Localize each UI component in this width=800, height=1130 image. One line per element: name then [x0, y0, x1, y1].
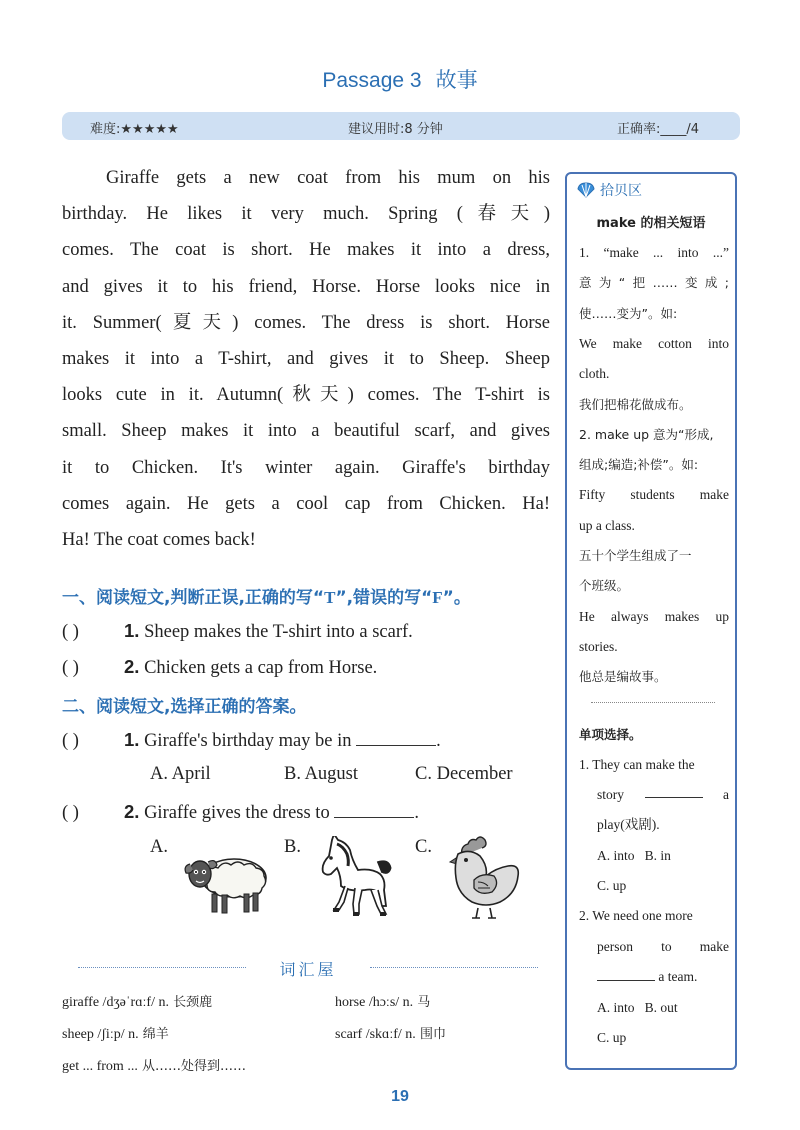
vocab-title: 词汇屋 [279, 960, 337, 979]
answer-blank[interactable] [645, 786, 703, 798]
exercise-title: 单项选择。 [579, 727, 642, 742]
difficulty: 难度:★★★★★ [90, 122, 179, 137]
ex2-line-b: person to make [597, 939, 729, 954]
sidebar-line: Fifty students make [579, 487, 729, 503]
accuracy-rate: 正确率:____/4 [617, 122, 700, 137]
ex2-options[interactable]: A. into B. out [597, 1000, 678, 1015]
info-bar [62, 112, 740, 140]
s1-question-2: ( ) 2. Chicken gets a cap from Horse. [62, 656, 378, 678]
sidebar-line: 2. make up 意为“形成, [579, 426, 714, 442]
passage-line: it to Chicken. It's winter again. Giraffe's birthday [62, 457, 550, 478]
section2-title: 二、阅读短文,选择正确的答案。 [62, 697, 307, 717]
passage-text [62, 160, 550, 558]
passage-line: Ha! The coat comes back! [62, 530, 256, 551]
s2-question-2: ( ) 2. Giraffe gives the dress to . [62, 801, 419, 823]
passage-line: makes it into a T-shirt, and gives it to Sheep. Sheep [62, 349, 550, 370]
section1-title: 一、阅读短文,判断正误,正确的写“T”,错误的写“F”。 [62, 588, 471, 608]
vocab-item-giraffe: giraffe /dʒəˈrɑːf/ n. 长颈鹿 [62, 995, 213, 1010]
option-a[interactable]: A. April [150, 764, 211, 784]
tips-sidebar [565, 172, 737, 1070]
answer-paren[interactable]: ( ) [62, 622, 79, 642]
sidebar-line: 组成;编造;补偿”。如: [579, 457, 699, 473]
ex1-line-a: 1. They can make the [579, 757, 695, 772]
page-title [0, 64, 800, 94]
ex2-line-a: 2. We need one more [579, 908, 693, 923]
passage-line: Giraffe gets a new coat from his mum on his [106, 168, 550, 188]
option-b[interactable]: B. August [284, 764, 359, 784]
vocab-item-horse: horse /hɔːs/ n. 马 [335, 995, 431, 1010]
ex1-option-c[interactable]: C. up [597, 878, 627, 893]
answer-blank[interactable] [356, 730, 436, 746]
sidebar-divider [591, 702, 715, 703]
sidebar-line: up a class. [579, 517, 635, 533]
passage-line: and gives it to his friend, Horse. Horse looks nice in [62, 276, 550, 297]
ex1-options[interactable]: A. into B. in [597, 848, 671, 863]
vocab-header [78, 957, 538, 981]
vocab-item-sheep: sheep /ʃiːp/ n. 绵羊 [62, 1027, 169, 1042]
ex1-line-c: play(戏剧). [597, 817, 660, 832]
sidebar-line: 1. “make ... into ...” [579, 245, 729, 260]
sidebar-heading: 拾贝区 [577, 180, 642, 200]
vocab-item-get-from: get ... from ... 从……处得到…… [62, 1059, 246, 1074]
ex1-line-b: story a [597, 787, 729, 802]
ex2-option-c[interactable]: C. up [597, 1030, 627, 1045]
option-c[interactable]: C. December [415, 764, 513, 784]
chicken-icon[interactable] [448, 836, 524, 920]
suggested-time: 建议用时:8 分钟 [348, 122, 443, 137]
sheep-icon[interactable] [182, 848, 272, 918]
passage-line: birthday. He likes it very much. Spring (春天) [62, 204, 550, 225]
passage-line: it. Summer(夏天) comes. The dress is short. Horse [62, 312, 550, 333]
sidebar-line: 五十个学生组成了一 [579, 548, 692, 563]
ex2-line-c: a team. [597, 968, 747, 986]
sidebar-line: We make cotton into [579, 335, 729, 351]
answer-paren[interactable]: ( ) [62, 658, 79, 678]
answer-paren[interactable]: ( ) [62, 803, 79, 823]
vocab-item-scarf: scarf /skɑːf/ n. 围巾 [335, 1027, 446, 1042]
passage-line: small. Sheep makes it into a beautiful scarf, and gives [62, 421, 550, 442]
passage-line: looks cute in it. Autumn(秋天) comes. The T-shirt is [62, 385, 550, 406]
answer-paren[interactable]: ( ) [62, 731, 79, 751]
sidebar-line: 使……变为”。如: [579, 305, 678, 321]
sidebar-subheading: make 的相关短语 [596, 216, 706, 231]
answer-blank[interactable] [334, 802, 414, 818]
option-a[interactable]: A. [150, 837, 168, 857]
page-number: 19 [391, 1088, 409, 1105]
answer-blank[interactable] [597, 969, 655, 981]
sidebar-line: 他总是编故事。 [579, 669, 667, 685]
passage-line: comes again. He gets a cool cap from Chicken. Ha! [62, 493, 550, 514]
option-b[interactable]: B. [284, 837, 301, 857]
passage-title-cn: 故事 [435, 69, 478, 92]
sidebar-line: cloth. [579, 366, 610, 382]
option-c[interactable]: C. [415, 837, 432, 857]
sidebar-line: stories. [579, 638, 618, 654]
s2-question-1: ( ) 1. Giraffe's birthday may be in . [62, 729, 441, 751]
sidebar-line: 意为“把……变成; [579, 275, 729, 291]
sidebar-line: 个班级。 [579, 578, 630, 594]
passage-line: comes. The coat is short. He makes it into a dress, [62, 240, 550, 261]
shell-icon [577, 182, 595, 198]
sidebar-line: He always makes up [579, 608, 729, 624]
passage-label: Passage 3 [322, 69, 422, 92]
sidebar-line: 我们把棉花做成布。 [579, 396, 692, 412]
s1-question-1: ( ) 1. Sheep makes the T-shirt into a scarf. [62, 620, 413, 642]
horse-icon[interactable] [315, 836, 395, 920]
